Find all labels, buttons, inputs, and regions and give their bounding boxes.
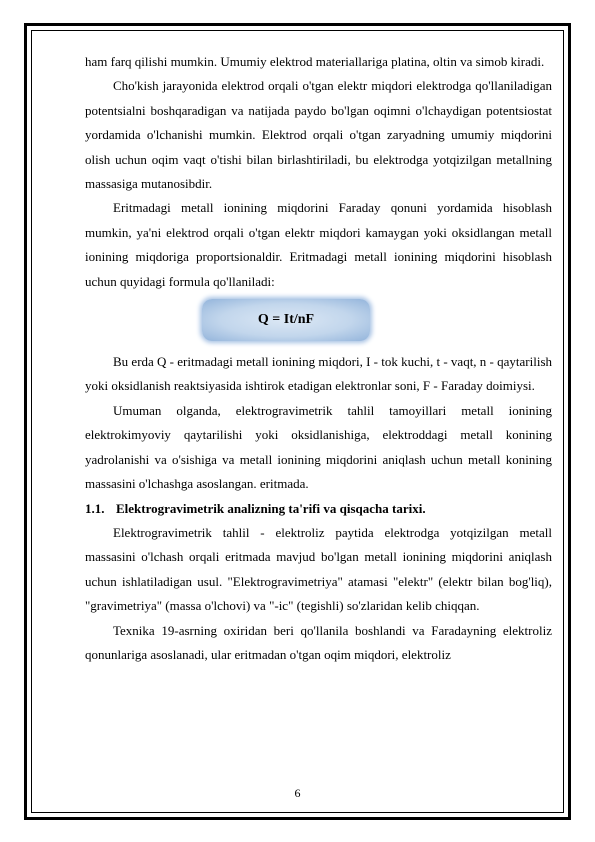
formula-row [85,295,552,345]
paragraph-faraday-law: Eritmadagi metall ionining miqdorini Faraday qonuni yordamida hisoblash mumkin, ya'ni elektrod orqali o'tgan elektr miqdori kamaygan yoki oksidlangan metall ionining miqdoriga proportsionaldir. Eritmadagi metall ionining miqdorini hisoblash uchun quyidagi formula qo'llaniladi: [85,200,552,289]
page-number: 6 [294,786,301,800]
faraday-formula: Q = It/nF [202,299,370,341]
section-number: 1.1. [85,500,105,516]
page-body [85,50,552,667]
section-title: Elektrogravimetrik analizning ta'rifi va qisqacha tarixi. [116,500,426,516]
section-heading [85,497,552,521]
paragraph-deposition-charge: Cho'kish jarayonida elektrod orqali o'tgan elektr miqdori elektrodga qo'llaniladigan potentsialni boshqaradigan va natijada paydo bo'lgan oqimni o'lchaydigan potentsiostat yordamida o'lchanishi mumkin. Elektrod orqali o'tgan zaryadning umumiy miqdorini olish uchun oqim vaqt o'tishi bilan birlashtiriladi, bu elektrodga yotqizilgan metallning massasiga mutanosibdir. [85,78,552,192]
paragraph-history: Texnika 19-asrning oxiridan beri qo'llanila boshlandi va Faradayning elektroliz qonunlariga asoslanadi, ular eritmadan o'tgan oqim miqdori, elektroliz [85,622,552,662]
paragraph-formula-legend: Bu erda Q - eritmadagi metall ionining miqdori, I - tok kuchi, t - vaqt, n - qaytarilish yoki oksidlanish reaktsiyasida ishtirok etadigan elektronlar soni, F - Faraday doimiysi. [85,354,553,394]
paragraph-continuation: ham farq qilishi mumkin. Umumiy elektrod materiallariga platina, oltin va simob kiradi. [85,54,545,69]
paragraph-principles-summary: Umuman olganda, elektrogravimetrik tahlil tamoyillari metall ionining elektrokimyoviy qaytarilishi yoki oksidlanishiga, elektroddagi metall konining yadrolanishi va o'sishiga va metall ionining miqdorini aniqlash uchun metall konining massasini o'lchashga asoslangan. eritmada. [85,402,552,492]
paragraph-definition: Elektrogravimetrik tahlil - elektroliz paytida elektrodga yotqizilgan metall massasini o'lchash orqali eritmada mavjud bo'lgan metall ionining miqdorini aniqlash uchun ishlatiladigan usul. "Elektrogravimetriya" atamasi "elektr" (elektr bilan bog'liq), "gravimetriya" (massa o'lchovi) va "-ic" (tegishli) so'zlaridan kelib chiqqan. [85,524,552,614]
